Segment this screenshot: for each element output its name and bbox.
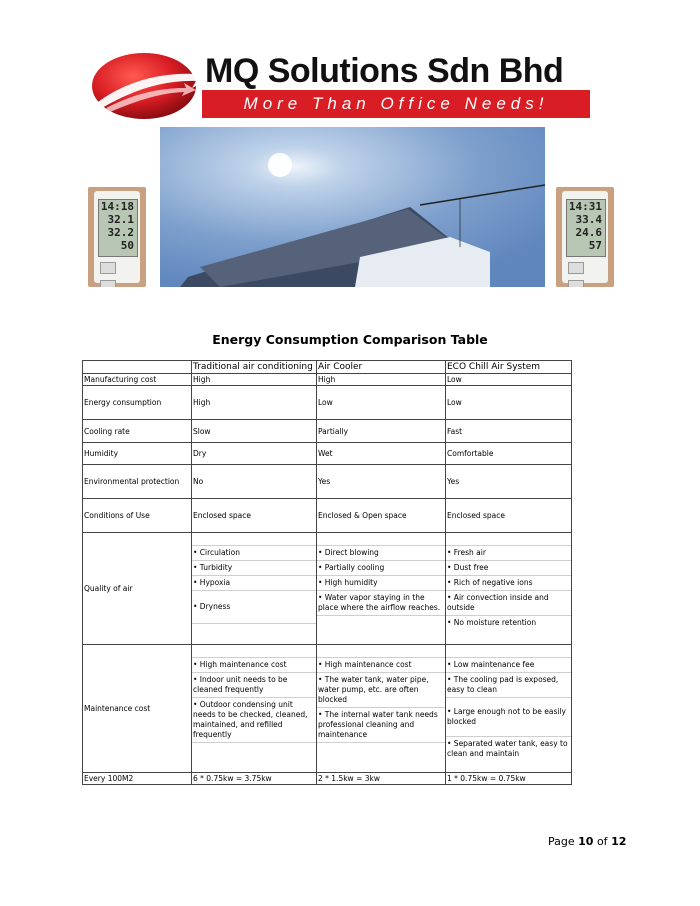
list-item: • Water vapor staying in the place where the airflow reaches. [317, 591, 445, 616]
table-cell: Dry [192, 443, 317, 465]
thermo-reading: 32.1 [107, 213, 134, 226]
table-cell: Enclosed space [192, 499, 317, 533]
list-item: • Turbidity [192, 561, 316, 576]
table-row-maintenance-cost [83, 645, 572, 773]
table-cell: Slow [192, 420, 317, 443]
list-item: • The cooling pad is exposed, easy to clean [446, 673, 571, 698]
table-cell [192, 645, 317, 773]
row-label: Manufacturing cost [83, 374, 192, 386]
brand-tagline: More Than Office Needs! [202, 90, 590, 118]
table-cell [446, 533, 572, 645]
thermo-reading: 57 [588, 239, 602, 252]
list-item: • Hypoxia [192, 576, 316, 591]
row-label: Humidity [83, 443, 192, 465]
thermometer-buttons [100, 261, 134, 275]
table-cell: Wet [317, 443, 446, 465]
thermo-reading: 14:18 [100, 200, 134, 213]
thermo-reading: 50 [120, 239, 134, 252]
thermometer-screen [98, 199, 138, 257]
table-cell: Yes [317, 465, 446, 499]
table-row [83, 420, 572, 443]
page-prefix: Page [548, 835, 575, 848]
row-label: Maintenance cost [83, 645, 192, 773]
thermometer-screen [566, 199, 606, 257]
table-cell: 2 * 1.5kw = 3kw [317, 773, 446, 785]
list-item: • Rich of negative ions [446, 576, 571, 591]
table-row [83, 443, 572, 465]
list-item: • High maintenance cost [192, 658, 316, 673]
list-item: • Indoor unit needs to be cleaned frequently [192, 673, 316, 698]
bullet-list [317, 533, 445, 628]
thermo-reading: 33.4 [575, 213, 602, 226]
thermo-reading: 24.6 [575, 226, 602, 239]
row-label: Quality of air [83, 533, 192, 645]
table-cell [317, 645, 446, 773]
list-item: • Outdoor condensing unit needs to be checked, cleaned, maintained, and refilled frequently [192, 698, 316, 743]
thermometer-body [562, 191, 608, 283]
row-label: Cooling rate [83, 420, 192, 443]
thermo-reading: 32.2 [107, 226, 134, 239]
list-item: • High maintenance cost [317, 658, 445, 673]
table-cell [192, 533, 317, 645]
building-photo [160, 127, 545, 287]
page-of: of [596, 835, 608, 848]
list-item: • Large enough not to be easily blocked [446, 698, 571, 737]
table-cell: High [317, 374, 446, 386]
table-cell: Fast [446, 420, 572, 443]
table-cell: Comfortable [446, 443, 572, 465]
sun [268, 153, 292, 177]
table-row [83, 499, 572, 533]
table-cell: 1 * 0.75kw = 0.75kw [446, 773, 572, 785]
list-item: • No moisture retention [447, 618, 537, 627]
bullet-list [192, 645, 316, 757]
header-cell: ECO Chill Air System [446, 361, 572, 374]
brand-name: MQ Solutions Sdn Bhd [205, 52, 564, 90]
thermometer-buttons [568, 261, 602, 275]
table-row [83, 773, 572, 785]
list-item: • The water tank, water pipe, water pump, etc. are often blocked [317, 673, 445, 708]
table-row-quality-of-air [83, 533, 572, 645]
thermometer-left [88, 187, 146, 287]
list-item: • Partially cooling [317, 561, 445, 576]
total-pages: 12 [611, 835, 627, 848]
list-item: • Air convection inside and outside [446, 591, 571, 616]
thermometer-right [556, 187, 614, 287]
table-header-row [83, 361, 572, 374]
list-item: • Direct blowing [317, 546, 445, 561]
bullet-list [446, 645, 571, 761]
table-cell [446, 645, 572, 773]
current-page: 10 [578, 835, 594, 848]
list-item: • Circulation [192, 546, 316, 561]
bullet-list [192, 533, 316, 636]
header-cell: Traditional air conditioning [192, 361, 317, 374]
table-row [83, 374, 572, 386]
list-item: • Fresh air [446, 546, 571, 561]
table-cell: No [192, 465, 317, 499]
row-label: Energy consumption [83, 386, 192, 420]
table-row [83, 465, 572, 499]
list-item: • Dust free [446, 561, 571, 576]
page-number [548, 835, 626, 848]
table-cell: Low [317, 386, 446, 420]
list-item: • Dryness [192, 591, 316, 624]
row-label: Conditions of Use [83, 499, 192, 533]
table-cell: Yes [446, 465, 572, 499]
list-item: • The internal water tank needs professional cleaning and maintenance [317, 708, 445, 743]
bullet-list [317, 645, 445, 763]
bullet-list [446, 533, 571, 630]
thermo-reading: 14:31 [568, 200, 602, 213]
table-cell: Enclosed & Open space [317, 499, 446, 533]
table-cell: Enclosed space [446, 499, 572, 533]
row-label: Environmental protection [83, 465, 192, 499]
row-label: Every 100M2 [83, 773, 192, 785]
list-item: • Low maintenance fee [446, 658, 571, 673]
table-cell: Low [446, 386, 572, 420]
header-cell: Air Cooler [317, 361, 446, 374]
table-title: Energy Consumption Comparison Table [212, 332, 488, 347]
table-cell: Partially [317, 420, 446, 443]
comparison-table [82, 360, 572, 785]
header-cell [83, 361, 192, 374]
table-row [83, 386, 572, 420]
table-cell: High [192, 386, 317, 420]
list-item: • High humidity [317, 576, 445, 591]
table-cell [317, 533, 446, 645]
table-cell: Low [446, 374, 572, 386]
table-cell: 6 * 0.75kw = 3.75kw [192, 773, 317, 785]
table-cell: High [192, 374, 317, 386]
list-item: • Separated water tank, easy to clean and maintain [447, 739, 568, 758]
thermometer-body [94, 191, 140, 283]
